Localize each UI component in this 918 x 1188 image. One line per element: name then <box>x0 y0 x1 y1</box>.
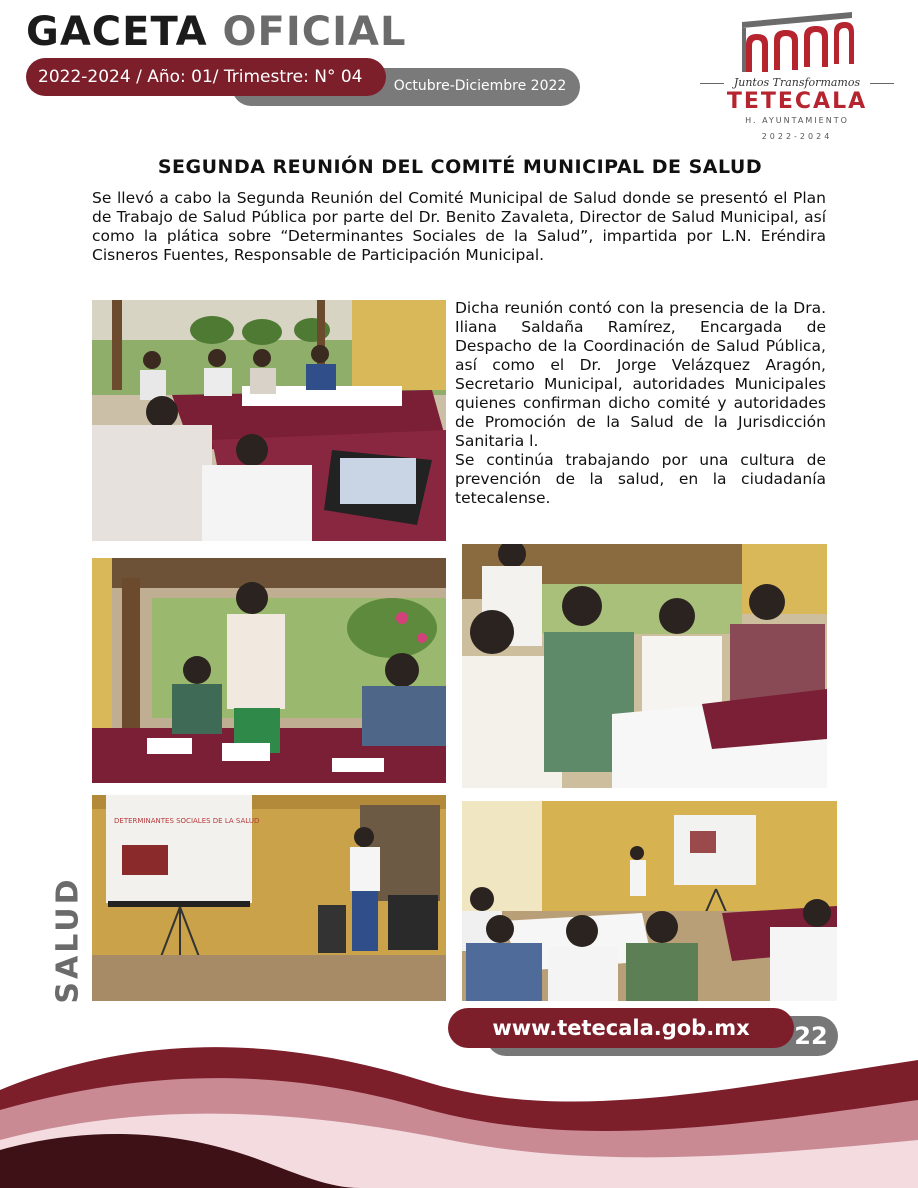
gazette-title-part1: GACETA <box>26 9 208 55</box>
photo-meeting-tables <box>92 300 446 541</box>
gazette-title-part2: OFICIAL <box>222 9 407 55</box>
photo-room-wide <box>462 801 837 1001</box>
footer-wave-decoration <box>0 1030 918 1188</box>
photo-attendees <box>462 544 827 788</box>
article-paragraph-1: Dicha reunión contó con la presencia de la Dra. Iliana Saldaña Ramírez, Encargada de Despacho de la Coordinación de Salud Pública, así como el Dr. Jorge Velázquez Aragón, Secretario Municipal, autoridades Municipales quienes confirman dicho comité y autoridades de Promoción de la Salud de la Jurisdicción Sanitaria l. <box>455 299 826 450</box>
article-paragraph-2: Se continúa trabajando por una cultura de prevención de la salud, en la ciudadanía tetecalense. <box>455 451 826 507</box>
article-intro: Se llevó a cabo la Segunda Reunión del Comité Municipal de Salud donde se presentó el Plan de Trabajo de Salud Pública por parte del Dr. Benito Zavaleta, Director de Salud Municipal, así como la plática sobre “Determinantes Sociales de la Salud”, impartida por L.N. Eréndira Cisneros Fuentes, Responsable de Participación Municipal. <box>92 189 826 264</box>
period-text: Octubre-Diciembre 2022 <box>393 78 567 94</box>
logo-subtitle: H. AYUNTAMIENTO <box>745 116 849 125</box>
gazette-title <box>26 8 406 56</box>
article-body <box>455 299 826 508</box>
article-headline: SEGUNDA REUNIÓN DEL COMITÉ MUNICIPAL DE SALUD <box>157 156 763 178</box>
projection-text: DETERMINANTES SOCIALES DE LA SALUD <box>114 817 260 825</box>
photo-presenter-standing <box>92 558 446 783</box>
photo-speaker-projection <box>92 795 446 1001</box>
logo-name: TETECALA <box>726 89 868 114</box>
arches-icon <box>694 10 900 76</box>
website-link[interactable]: www.tetecala.gob.mx <box>448 1008 794 1048</box>
issue-pill: 2022-2024 / Año: 01/ Trimestre: N° 04 <box>26 58 386 96</box>
logo-years: 2022-2024 <box>761 132 833 141</box>
logo-tagline: Juntos Transformamos <box>733 76 861 89</box>
tetecala-logo <box>694 10 900 144</box>
section-label <box>46 876 90 1004</box>
page-number: 22 <box>794 1022 828 1050</box>
section-label-text: SALUD <box>50 876 86 1004</box>
